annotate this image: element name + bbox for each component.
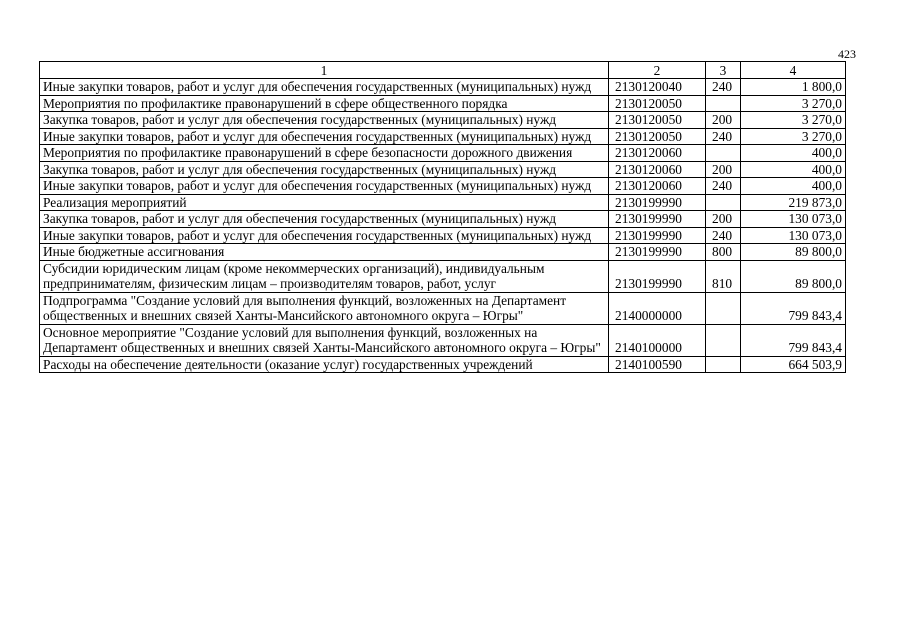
row-amount-cell: 219 873,0	[741, 194, 846, 211]
table-row	[40, 128, 846, 145]
row-name-cell: Закупка товаров, работ и услуг для обеспечения государственных (муниципальных) нужд	[40, 112, 609, 129]
row-expense-type-cell: 240	[706, 79, 741, 96]
row-code-cell: 2130199990	[609, 227, 706, 244]
row-amount-cell: 1 800,0	[741, 79, 846, 96]
header-col-3: 3	[706, 62, 741, 79]
row-expense-type-cell	[706, 145, 741, 162]
row-amount-cell: 3 270,0	[741, 112, 846, 129]
table-body	[40, 79, 846, 373]
header-col-2: 2	[609, 62, 706, 79]
row-name-cell: Иные закупки товаров, работ и услуг для обеспечения государственных (муниципальных) нужд	[40, 128, 609, 145]
row-name-cell: Субсидии юридическим лицам (кроме некоммерческих организаций), индивидуальным предпринимателям, физическим лицам – производителям товаров, работ, услуг	[40, 260, 609, 292]
table-row	[40, 244, 846, 261]
row-code-cell: 2130199990	[609, 194, 706, 211]
table-row	[40, 79, 846, 96]
row-expense-type-cell	[706, 324, 741, 356]
row-expense-type-cell: 240	[706, 128, 741, 145]
row-expense-type-cell: 200	[706, 161, 741, 178]
table-row	[40, 324, 846, 356]
row-code-cell: 2140100000	[609, 324, 706, 356]
row-code-cell: 2130120040	[609, 79, 706, 96]
table-row	[40, 260, 846, 292]
row-code-cell: 2130120050	[609, 128, 706, 145]
row-expense-type-cell	[706, 356, 741, 373]
row-name-cell: Иные закупки товаров, работ и услуг для обеспечения государственных (муниципальных) нужд	[40, 79, 609, 96]
row-name-cell: Закупка товаров, работ и услуг для обеспечения государственных (муниципальных) нужд	[40, 161, 609, 178]
page-number: 423	[838, 47, 856, 61]
row-name-cell: Мероприятия по профилактике правонарушений в сфере безопасности дорожного движения	[40, 145, 609, 162]
row-amount-cell: 89 800,0	[741, 244, 846, 261]
table-row	[40, 292, 846, 324]
table-row	[40, 95, 846, 112]
table-row	[40, 145, 846, 162]
row-code-cell: 2140100590	[609, 356, 706, 373]
table-row	[40, 161, 846, 178]
row-code-cell: 2130199990	[609, 211, 706, 228]
row-amount-cell: 89 800,0	[741, 260, 846, 292]
row-amount-cell: 664 503,9	[741, 356, 846, 373]
table-row	[40, 227, 846, 244]
row-amount-cell: 400,0	[741, 145, 846, 162]
budget-table	[39, 61, 846, 373]
row-name-cell: Подпрограмма "Создание условий для выполнения функций, возложенных на Департамент общественных и внешних связей Ханты-Мансийского автономного округа – Югры"	[40, 292, 609, 324]
row-expense-type-cell: 200	[706, 211, 741, 228]
table-header	[40, 62, 846, 79]
row-code-cell: 2130120050	[609, 95, 706, 112]
row-code-cell: 2130120060	[609, 178, 706, 195]
row-name-cell: Закупка товаров, работ и услуг для обеспечения государственных (муниципальных) нужд	[40, 211, 609, 228]
row-expense-type-cell: 240	[706, 227, 741, 244]
row-code-cell: 2140000000	[609, 292, 706, 324]
row-amount-cell: 400,0	[741, 178, 846, 195]
row-amount-cell: 130 073,0	[741, 211, 846, 228]
row-name-cell: Иные закупки товаров, работ и услуг для обеспечения государственных (муниципальных) нужд	[40, 227, 609, 244]
table-row	[40, 112, 846, 129]
table-row	[40, 178, 846, 195]
header-col-1: 1	[40, 62, 609, 79]
row-name-cell: Мероприятия по профилактике правонарушений в сфере общественного порядка	[40, 95, 609, 112]
row-code-cell: 2130199990	[609, 260, 706, 292]
row-amount-cell: 799 843,4	[741, 324, 846, 356]
row-amount-cell: 799 843,4	[741, 292, 846, 324]
row-amount-cell: 130 073,0	[741, 227, 846, 244]
row-code-cell: 2130120060	[609, 161, 706, 178]
row-expense-type-cell: 240	[706, 178, 741, 195]
table-row	[40, 356, 846, 373]
row-name-cell: Иные бюджетные ассигнования	[40, 244, 609, 261]
row-name-cell: Реализация мероприятий	[40, 194, 609, 211]
row-amount-cell: 400,0	[741, 161, 846, 178]
table-row	[40, 194, 846, 211]
row-amount-cell: 3 270,0	[741, 95, 846, 112]
row-code-cell: 2130120050	[609, 112, 706, 129]
row-expense-type-cell	[706, 292, 741, 324]
header-col-4: 4	[741, 62, 846, 79]
row-expense-type-cell: 200	[706, 112, 741, 129]
row-name-cell: Основное мероприятие "Создание условий для выполнения функций, возложенных на Департамент общественных и внешних связей Ханты-Мансийского автономного округа – Югры"	[40, 324, 609, 356]
row-name-cell: Иные закупки товаров, работ и услуг для обеспечения государственных (муниципальных) нужд	[40, 178, 609, 195]
table-row	[40, 211, 846, 228]
row-code-cell: 2130199990	[609, 244, 706, 261]
row-expense-type-cell: 800	[706, 244, 741, 261]
row-expense-type-cell: 810	[706, 260, 741, 292]
row-expense-type-cell	[706, 194, 741, 211]
row-expense-type-cell	[706, 95, 741, 112]
header-row	[40, 62, 846, 79]
row-name-cell: Расходы на обеспечение деятельности (оказание услуг) государственных учреждений	[40, 356, 609, 373]
row-amount-cell: 3 270,0	[741, 128, 846, 145]
row-code-cell: 2130120060	[609, 145, 706, 162]
